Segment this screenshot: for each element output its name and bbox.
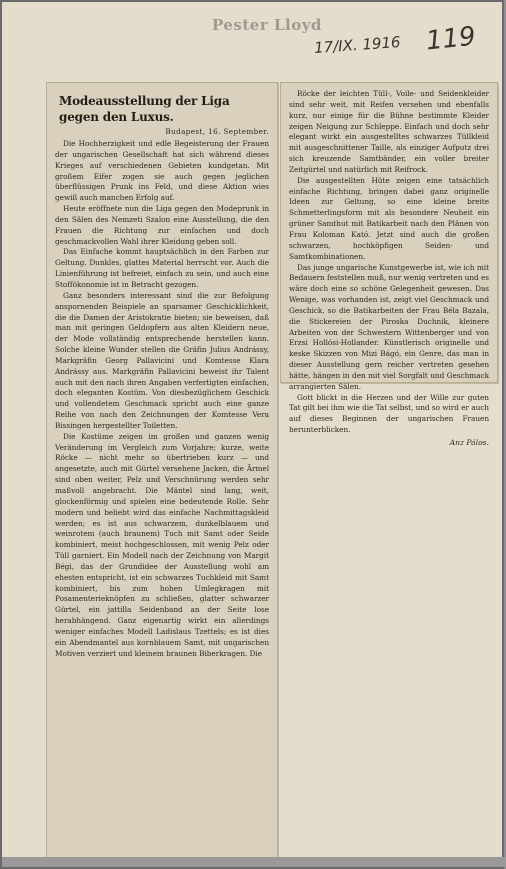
article-paragraph: Ganz besonders interessant sind die zur Befolgung anspornenden Beispiele an sparsamer Geschicklichkeit, die die Damen der Aristokratie bieten; sie beweisen, daß man mit geringen Geldopfern aus alten Kleidern neue, der Mode vollständig entsprechende herstellen kann. Solche kleine Wunder stellen die Gräfin Julius Andrássy, Markgräfin Georg Pallavicini und Komtesse Klara Andrássy aus. Markgräfin Pallavicini beweist ihr Talent auch mit den nach ihren Angaben verfertigten einfachen, doch eleganten Kostüm. Von diesbezüglichem Geschick und vollendetem Geschmack spricht auch eine ganze Reihe von nach den Zeichnungen der Komtesse Vera Bissingen hergestellter Toiletten. (55, 290, 269, 430)
newspaper-name-stamp: Pester Lloyd (212, 16, 322, 34)
article-paragraph: Das junge ungarische Kunstgewerbe ist, wie ich mit Bedauern feststellen muß, nur wenig vertreten und es wäre doch eine so schöne Gelegenheit gewesen. Das Wenige, was vorhanden ist, zeigt viel Geschmack und Geschick, so die Batikarbeiten der Frau Béla Bazala, die Stickereien der Piroska Duchnik, kleinere Arbeiten von der Schwestern Wittenberger und von Erzsi Hollósi-Hollander. Künstlerisch originelle und keske Skizzen von Mizi Bágó, ein Genre, das man in dieser Ausstellung gern reicher vertreten gesehen hätte, hängen in den mit viel Sorgfalt und Geschmack arrangierten Sälen. (289, 262, 489, 391)
article-title: Modeausstellung der Liga gegen den Luxus. (59, 94, 230, 124)
scan-bottom-edge (2, 857, 506, 867)
article-paragraph: Das Einfache kommt hauptsächlich in den Farben zur Geltung. Dunkles, glattes Material herrscht vor. Auch die Linienführung ist befreiet, einfach zu sein, und auch eine Stoffökonomie ist in Betracht gezogen. (55, 247, 269, 289)
article-dateline: Budapest, 16. September. (165, 127, 269, 136)
handwritten-number: 119 (424, 21, 478, 57)
article-paragraph: Die Hochherzigkeit und edle Begeisterung der Frauen der ungarischen Gesellschaft hat sich während dieses Krieges auf verschiedenen Gebieten kundgetan. Mit großem Eifer zogen sie auch gegen jeglichen überflüssigen Prunk ins Feld, und diese Aktion wies gewiß auch manchen Erfolg auf. (55, 139, 269, 203)
article-paragraph: Gott blickt in die Herzen und der Wille zur guten Tat gilt bei ihm wie die Tat selbst, und so wird er auch auf dieses Beginnen der ungarischen Frauen herunterblicken. (289, 392, 489, 435)
article-paragraph: Die ausgestellten Hüte zeigen eine tatsächlich einfache Richtung, bringen dabei ganz originelle Ideen zur Geltung, so eine kleine breite Schmetterlingsform mit als besondere Neuheit ein grüner Samthut mit Batikarbeit nach den Plänen von Frau Koloman Kató. Jetzt sind auch die großen schwarzen, hochköpfigen Seiden- und Samtkombinationen. (289, 175, 489, 261)
article-paragraph: Die Kostüme zeigen im großen und ganzen wenig Veränderung im Vergleich zum Vorjahre; kurze, weite Röcke — nicht mehr so übertrieben kurz — und angesetzte, auch mit Gürtel versehene Jacken, die Ärmel sind oben weiter, Pelz und Verschnürung werden sehr maßvoll angebracht. Die Mäntel sind lang, weit, glockenförmig und spielen eine bedeutende Rolle. Sehr modern und beliebt wird das einfache Nachmittagskleid werden; es ist aus schwarzem, dunkelblauem und weinrotem (auch braunem) Tuch mit Samt oder Seide kombiniert, meist hochgeschlossen, mit wenig Pelz oder Tüll garniert. Ein Modell nach der Zeichnung von Margit Bégi, das der Grundidee der Ausstellung wohl am ehesten entspricht, ist ein schwarzes Tuchkleid mit Samt kombiniert, bis zum hohen Umlegkragen mit Posamenterieknöpfen zu schließen, glatter schwarzer Gürtel, ein jattilla Seidenband an der Seite lose herabhängend. Ganz eigenartig wirkt ein allerdings weniger einfaches Modell Ladislaus Tzettels; es ist dies ein Abendmantel aus kornblauem Samt, mit ungarischen Motiven verziert und kleinem braunen Biberkragen. Die (55, 431, 269, 658)
article-paragraph: Heute eröffnete nun die Liga gegen den Modeprunk in den Sälen des Nemzeti Szalon eine Ausstellung, die den Frauen die Richtung zur einfachen und doch geschmackvollen Wahl ihrer Kleidung geben soll. (55, 204, 269, 246)
clipping-left-column (46, 82, 278, 864)
clipping-right-column (280, 82, 498, 447)
handwritten-date: 17/IX. 1916 (313, 33, 402, 57)
article-paragraph: Röcke der leichten Tüll-, Voile- und Seidenkleider sind sehr weit, mit Reifen versehen und ebenfalls kurz, nur einige für die Bühne bestimmte Kleider zeigen Neigung zur Schleppe. Einfach und doch sehr elegant wirkt ein ausgestelltes schwarzes Tüllkleid mit ausgeschnittener Taille, als einziger Aufputz drei sich kreuzende Samtbänder, ein voller breiter Zeitgürtel und natürlich mit Reifrock. (289, 89, 489, 174)
article-byline: Anz Pálos. (449, 438, 489, 447)
